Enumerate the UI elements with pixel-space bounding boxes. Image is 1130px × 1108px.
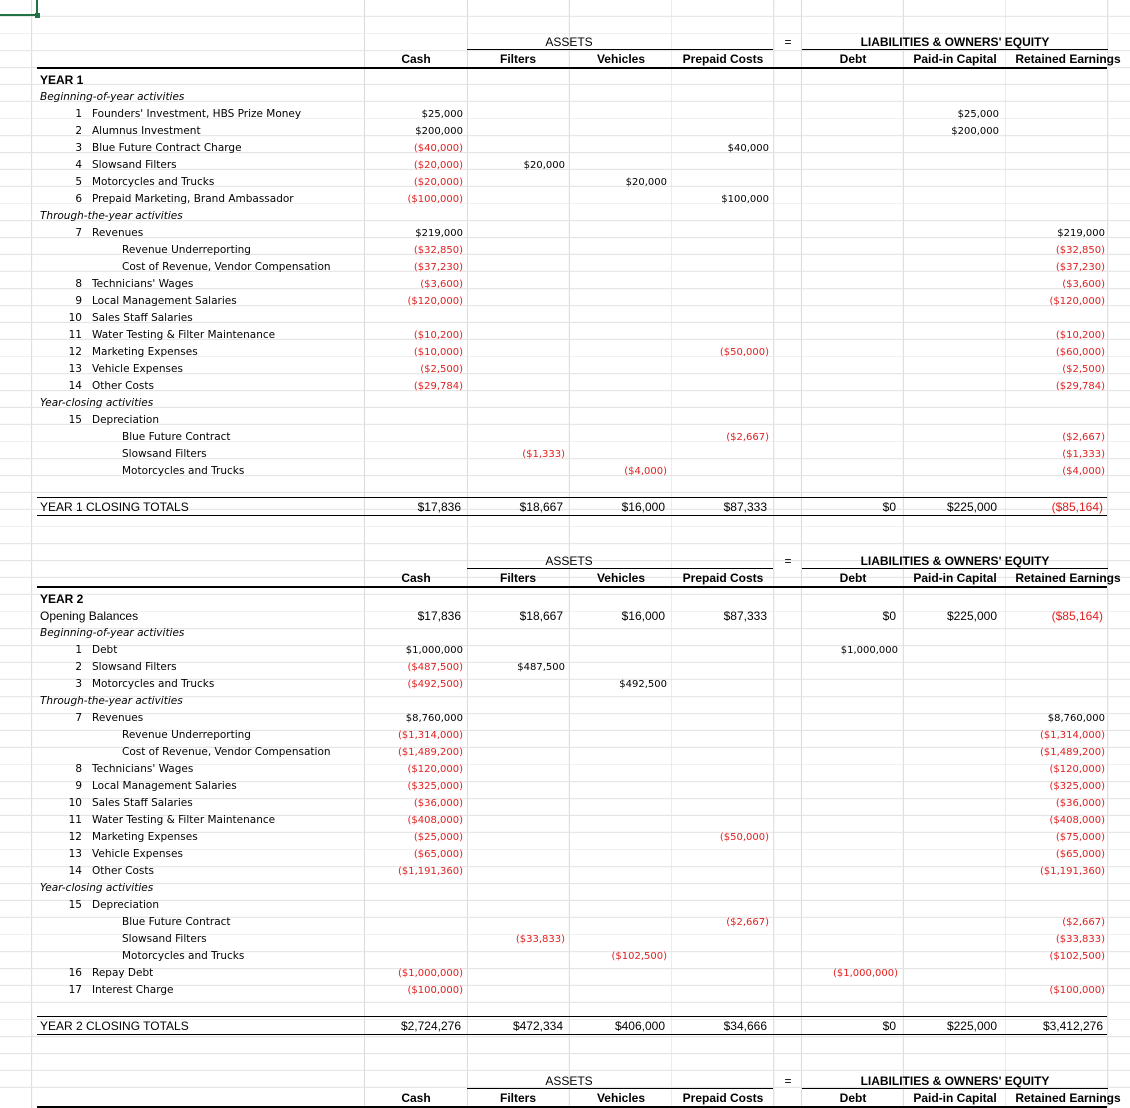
total-cell[interactable]: $16,000 <box>621 500 665 514</box>
total-cell[interactable]: $0 <box>882 609 896 623</box>
liabilities-equity-header: LIABILITIES & OWNERS' EQUITY <box>860 554 1050 568</box>
year1-row <box>0 463 1130 480</box>
year2-row <box>0 829 1130 846</box>
col-header-vehicles: Vehicles <box>596 571 646 585</box>
value-cell[interactable]: ($40,000) <box>413 143 463 154</box>
year1-through-section <box>0 208 1130 225</box>
col-header-cash: Cash <box>401 52 431 66</box>
year1-closing-totals-label: YEAR 1 CLOSING TOTALS <box>40 500 189 514</box>
value-cell[interactable]: ($20,000) <box>413 160 463 171</box>
total-cell[interactable]: $87,333 <box>723 500 767 514</box>
year1-row <box>0 276 1130 293</box>
row-number: 13 <box>68 848 82 860</box>
total-cell[interactable]: $406,000 <box>614 1019 665 1033</box>
row-label: Motorcycles and Trucks <box>92 176 215 188</box>
row-number: 14 <box>68 380 82 392</box>
year1-row <box>0 225 1130 242</box>
year2-row <box>0 710 1130 727</box>
year2-opening-balances-label: Opening Balances <box>40 609 139 623</box>
value-cell[interactable]: ($2,667) <box>726 432 769 443</box>
value-cell[interactable]: ($32,850) <box>1055 245 1105 256</box>
total-cell[interactable]: $16,000 <box>621 609 665 623</box>
equals-sign: = <box>784 35 792 49</box>
value-cell[interactable]: ($50,000) <box>719 832 769 843</box>
total-cell[interactable]: $472,334 <box>512 1019 563 1033</box>
year2-title <box>0 591 1130 608</box>
year2-closing-totals-label: YEAR 2 CLOSING TOTALS <box>40 1019 189 1033</box>
total-cell[interactable]: ($85,164) <box>1051 609 1103 623</box>
row-number: 3 <box>75 678 82 690</box>
row-number: 1 <box>75 108 82 120</box>
row-number: 12 <box>68 346 82 358</box>
col-header-filters: Filters <box>499 52 536 66</box>
year2-row <box>0 846 1130 863</box>
value-cell[interactable]: ($33,833) <box>515 934 565 945</box>
value-cell[interactable]: ($1,191,360) <box>397 866 463 877</box>
liabilities-underline <box>802 49 1108 50</box>
value-cell[interactable]: ($29,784) <box>1055 381 1105 392</box>
row-label: Other Costs <box>92 380 154 392</box>
year1-closing-totals-top-rule <box>37 497 1107 498</box>
value-cell[interactable]: ($20,000) <box>413 177 463 188</box>
total-cell[interactable]: $225,000 <box>946 609 997 623</box>
value-cell[interactable]: ($4,000) <box>1062 466 1105 477</box>
row-label: Prepaid Marketing, Brand Ambassador <box>92 193 294 205</box>
total-cell[interactable]: $17,836 <box>417 609 461 623</box>
value-cell[interactable]: ($100,000) <box>1049 985 1105 996</box>
value-cell[interactable]: ($120,000) <box>1049 296 1105 307</box>
row-label: Revenues <box>92 712 144 724</box>
row-number: 9 <box>75 295 82 307</box>
row-label: Slowsand Filters <box>92 159 177 171</box>
year2-row <box>0 676 1130 693</box>
row-label: Motorcycles and Trucks <box>92 678 215 690</box>
row-label: Revenue Underreporting <box>122 244 251 256</box>
value-cell[interactable]: $8,760,000 <box>405 713 463 724</box>
row-number: 9 <box>75 780 82 792</box>
value-cell[interactable]: ($100,000) <box>407 194 463 205</box>
year1-beginning-section-label: Beginning-of-year activities <box>40 91 185 103</box>
value-cell[interactable]: ($487,500) <box>407 662 463 673</box>
row-number: 4 <box>75 159 82 171</box>
col-header-retained-earnings: Retained Earnings <box>1015 52 1121 66</box>
row-label: Local Management Salaries <box>92 780 237 792</box>
row-number: 15 <box>68 899 82 911</box>
year1-through-section-label: Through-the-year activities <box>40 210 183 222</box>
row-number: 16 <box>68 967 82 979</box>
row-label: Slowsand Filters <box>92 661 177 673</box>
row-label: Motorcycles and Trucks <box>122 950 245 962</box>
row-label: Repay Debt <box>92 967 154 979</box>
assets-underline <box>467 568 773 569</box>
row-label: Blue Future Contract <box>122 916 231 928</box>
year1-row <box>0 157 1130 174</box>
row-label: Slowsand Filters <box>122 933 207 945</box>
year2-row <box>0 659 1130 676</box>
total-cell[interactable]: $34,666 <box>723 1019 767 1033</box>
row-label: Vehicle Expenses <box>92 363 183 375</box>
value-cell[interactable]: ($36,000) <box>1055 798 1105 809</box>
col-header-vehicles: Vehicles <box>596 1091 646 1105</box>
value-cell[interactable]: ($2,667) <box>1062 432 1105 443</box>
liabilities-underline <box>802 1088 1108 1089</box>
year2-row <box>0 812 1130 829</box>
value-cell[interactable]: $200,000 <box>951 126 999 137</box>
row-number: 10 <box>68 312 82 324</box>
col-header-cash: Cash <box>401 571 431 585</box>
value-cell[interactable]: ($3,600) <box>420 279 463 290</box>
year2-row <box>0 965 1130 982</box>
value-cell[interactable]: ($2,667) <box>726 917 769 928</box>
row-label: Debt <box>92 644 118 656</box>
row-label: Marketing Expenses <box>92 346 198 358</box>
value-cell[interactable]: ($100,000) <box>407 985 463 996</box>
year1-closing-section <box>0 395 1130 412</box>
value-cell[interactable]: $219,000 <box>415 228 463 239</box>
year1-title <box>0 72 1130 89</box>
year2-title-label: YEAR 2 <box>40 592 84 606</box>
year1-closing-totals-bottom-rule <box>37 515 1107 516</box>
col-header-paid-in-capital: Paid-in Capital <box>913 52 997 66</box>
assets-header: ASSETS <box>545 554 593 568</box>
total-cell[interactable]: $0 <box>882 500 896 514</box>
row-label: Other Costs <box>92 865 154 877</box>
row-label: Sales Staff Salaries <box>92 312 193 324</box>
col-header-vehicles: Vehicles <box>596 52 646 66</box>
year1-row <box>0 123 1130 140</box>
year1-row <box>0 310 1130 327</box>
row-label: Interest Charge <box>92 984 174 996</box>
row-label: Blue Future Contract Charge <box>92 142 242 154</box>
year1-row <box>0 106 1130 123</box>
value-cell[interactable]: ($37,230) <box>1055 262 1105 273</box>
row-number: 2 <box>75 661 82 673</box>
row-number: 2 <box>75 125 82 137</box>
row-label: Sales Staff Salaries <box>92 797 193 809</box>
value-cell[interactable]: $200,000 <box>415 126 463 137</box>
value-cell[interactable]: ($36,000) <box>413 798 463 809</box>
year2-through-section <box>0 693 1130 710</box>
year1-closing-section-label: Year-closing activities <box>40 397 154 409</box>
row-label: Revenues <box>92 227 144 239</box>
total-cell[interactable]: $3,412,276 <box>1042 1019 1103 1033</box>
value-cell[interactable]: ($10,200) <box>413 330 463 341</box>
value-cell[interactable]: $100,000 <box>721 194 769 205</box>
year1-row <box>0 361 1130 378</box>
col-header-debt: Debt <box>839 571 867 585</box>
value-cell[interactable]: ($10,000) <box>413 347 463 358</box>
row-label: Cost of Revenue, Vendor Compensation <box>122 746 331 758</box>
year1-row <box>0 378 1130 395</box>
row-number: 15 <box>68 414 82 426</box>
row-number: 7 <box>75 712 82 724</box>
header-bottom-rule <box>37 586 1107 588</box>
total-cell[interactable]: $87,333 <box>723 609 767 623</box>
col-header-prepaid-costs: Prepaid Costs <box>682 1091 764 1105</box>
year1-row <box>0 327 1130 344</box>
row-number: 13 <box>68 363 82 375</box>
value-cell[interactable]: ($60,000) <box>1055 347 1105 358</box>
year2-opening-balances <box>0 608 1130 625</box>
year1-row <box>0 191 1130 208</box>
year2-row <box>0 744 1130 761</box>
year2-row <box>0 795 1130 812</box>
active-cell-cursor[interactable] <box>0 0 38 16</box>
value-cell[interactable]: $219,000 <box>1057 228 1105 239</box>
year1-title-label: YEAR 1 <box>40 73 84 87</box>
year2-through-section-label: Through-the-year activities <box>40 695 183 707</box>
value-cell[interactable]: ($1,191,360) <box>1039 866 1105 877</box>
year1-row <box>0 344 1130 361</box>
value-cell[interactable]: ($102,500) <box>611 951 667 962</box>
row-number: 1 <box>75 644 82 656</box>
total-cell[interactable]: $2,724,276 <box>400 1019 461 1033</box>
row-label: Blue Future Contract <box>122 431 231 443</box>
value-cell[interactable]: ($1,333) <box>522 449 565 460</box>
year2-row <box>0 982 1130 999</box>
row-label: Marketing Expenses <box>92 831 198 843</box>
value-cell[interactable]: ($3,600) <box>1062 279 1105 290</box>
value-cell[interactable]: ($29,784) <box>413 381 463 392</box>
total-cell[interactable]: $18,667 <box>519 609 563 623</box>
year1-row <box>0 242 1130 259</box>
value-cell[interactable]: ($1,000,000) <box>832 968 898 979</box>
value-cell[interactable]: ($325,000) <box>1049 781 1105 792</box>
year1-row <box>0 412 1130 429</box>
value-cell[interactable]: ($120,000) <box>407 296 463 307</box>
year2-closing-totals-top-rule <box>37 1016 1107 1017</box>
col-header-retained-earnings: Retained Earnings <box>1015 571 1121 585</box>
year2-row <box>0 761 1130 778</box>
value-cell[interactable]: ($120,000) <box>1049 764 1105 775</box>
year1-row <box>0 140 1130 157</box>
row-number: 12 <box>68 831 82 843</box>
row-number: 6 <box>75 193 82 205</box>
row-label: Depreciation <box>92 414 159 426</box>
year1-beginning-section <box>0 89 1130 106</box>
row-label: Alumnus Investment <box>92 125 201 137</box>
fill-handle[interactable] <box>35 13 40 18</box>
value-cell[interactable]: ($408,000) <box>1049 815 1105 826</box>
header-bottom-rule <box>37 67 1107 69</box>
value-cell[interactable]: ($37,230) <box>413 262 463 273</box>
value-cell[interactable]: ($492,500) <box>407 679 463 690</box>
value-cell[interactable]: ($2,667) <box>1062 917 1105 928</box>
total-cell[interactable]: ($85,164) <box>1051 500 1103 514</box>
year2-beginning-section <box>0 625 1130 642</box>
row-number: 8 <box>75 763 82 775</box>
year1-row <box>0 259 1130 276</box>
row-number: 11 <box>68 814 82 826</box>
year1-closing-totals <box>0 499 1130 516</box>
value-cell[interactable]: ($2,500) <box>420 364 463 375</box>
value-cell[interactable]: $8,760,000 <box>1047 713 1105 724</box>
value-cell[interactable]: $25,000 <box>421 109 463 120</box>
total-cell[interactable]: $225,000 <box>946 1019 997 1033</box>
equals-sign: = <box>784 554 792 568</box>
value-cell[interactable]: ($65,000) <box>413 849 463 860</box>
col-header-prepaid-costs: Prepaid Costs <box>682 571 764 585</box>
row-label: Motorcycles and Trucks <box>122 465 245 477</box>
year2-row <box>0 863 1130 880</box>
value-cell[interactable]: ($1,489,200) <box>397 747 463 758</box>
year1-row <box>0 293 1130 310</box>
value-cell[interactable]: $20,000 <box>523 160 565 171</box>
row-label: Cost of Revenue, Vendor Compensation <box>122 261 331 273</box>
row-number: 10 <box>68 797 82 809</box>
value-cell[interactable]: ($25,000) <box>413 832 463 843</box>
value-cell[interactable]: ($32,850) <box>413 245 463 256</box>
value-cell[interactable]: $20,000 <box>625 177 667 188</box>
value-cell[interactable]: ($120,000) <box>407 764 463 775</box>
row-label: Technicians' Wages <box>92 278 194 290</box>
value-cell[interactable]: ($1,314,000) <box>1039 730 1105 741</box>
value-cell[interactable]: ($1,000,000) <box>397 968 463 979</box>
year1-row <box>0 429 1130 446</box>
value-cell[interactable]: $40,000 <box>727 143 769 154</box>
year2-closing-section-label: Year-closing activities <box>40 882 154 894</box>
row-number: 17 <box>68 984 82 996</box>
value-cell[interactable]: $487,500 <box>517 662 565 673</box>
total-cell[interactable]: $0 <box>882 1019 896 1033</box>
col-header-cash: Cash <box>401 1091 431 1105</box>
row-label: Water Testing & Filter Maintenance <box>92 814 276 826</box>
value-cell[interactable]: ($1,333) <box>1062 449 1105 460</box>
row-label: Founders' Investment, HBS Prize Money <box>92 108 302 120</box>
value-cell[interactable]: $492,500 <box>619 679 667 690</box>
row-number: 3 <box>75 142 82 154</box>
row-label: Water Testing & Filter Maintenance <box>92 329 276 341</box>
value-cell[interactable]: ($1,314,000) <box>397 730 463 741</box>
year1-row <box>0 174 1130 191</box>
year2-row <box>0 897 1130 914</box>
assets-underline <box>467 49 773 50</box>
assets-header: ASSETS <box>545 35 593 49</box>
col-header-debt: Debt <box>839 1091 867 1105</box>
total-cell[interactable]: $225,000 <box>946 500 997 514</box>
value-cell[interactable]: ($325,000) <box>407 781 463 792</box>
row-label: Technicians' Wages <box>92 763 194 775</box>
value-cell[interactable]: ($1,489,200) <box>1039 747 1105 758</box>
row-label: Local Management Salaries <box>92 295 237 307</box>
row-number: 14 <box>68 865 82 877</box>
col-header-prepaid-costs: Prepaid Costs <box>682 52 764 66</box>
value-cell[interactable]: ($408,000) <box>407 815 463 826</box>
col-header-filters: Filters <box>499 571 536 585</box>
row-number: 8 <box>75 278 82 290</box>
col-header-paid-in-capital: Paid-in Capital <box>913 571 997 585</box>
value-cell[interactable]: ($4,000) <box>624 466 667 477</box>
year2-row <box>0 778 1130 795</box>
value-cell[interactable]: ($2,500) <box>1062 364 1105 375</box>
assets-header: ASSETS <box>545 1074 593 1088</box>
col-header-debt: Debt <box>839 52 867 66</box>
year2-row <box>0 931 1130 948</box>
value-cell[interactable]: $1,000,000 <box>840 645 898 656</box>
row-number: 5 <box>75 176 82 188</box>
equals-sign: = <box>784 1074 792 1088</box>
col-header-filters: Filters <box>499 1091 536 1105</box>
total-cell[interactable]: $17,836 <box>417 500 461 514</box>
value-cell[interactable]: $1,000,000 <box>405 645 463 656</box>
year2-row <box>0 727 1130 744</box>
row-label: Depreciation <box>92 899 159 911</box>
year2-row <box>0 914 1130 931</box>
value-cell[interactable]: ($33,833) <box>1055 934 1105 945</box>
year2-closing-section <box>0 880 1130 897</box>
total-cell[interactable]: $18,667 <box>519 500 563 514</box>
year1-row <box>0 446 1130 463</box>
row-label: Vehicle Expenses <box>92 848 183 860</box>
value-cell[interactable]: ($50,000) <box>719 347 769 358</box>
liabilities-equity-header: LIABILITIES & OWNERS' EQUITY <box>860 1074 1050 1088</box>
year2-closing-totals-bottom-rule <box>37 1034 1107 1035</box>
liabilities-equity-header: LIABILITIES & OWNERS' EQUITY <box>860 35 1050 49</box>
year2-closing-totals <box>0 1018 1130 1035</box>
liabilities-underline <box>802 568 1108 569</box>
value-cell[interactable]: $25,000 <box>957 109 999 120</box>
row-label: Slowsand Filters <box>122 448 207 460</box>
value-cell[interactable]: ($75,000) <box>1055 832 1105 843</box>
assets-underline <box>467 1088 773 1089</box>
year2-beginning-section-label: Beginning-of-year activities <box>40 627 185 639</box>
value-cell[interactable]: ($102,500) <box>1049 951 1105 962</box>
col-header-paid-in-capital: Paid-in Capital <box>913 1091 997 1105</box>
year2-row <box>0 642 1130 659</box>
row-number: 7 <box>75 227 82 239</box>
value-cell[interactable]: ($10,200) <box>1055 330 1105 341</box>
row-label: Revenue Underreporting <box>122 729 251 741</box>
col-header-retained-earnings: Retained Earnings <box>1015 1091 1121 1105</box>
row-number: 11 <box>68 329 82 341</box>
year2-row <box>0 948 1130 965</box>
value-cell[interactable]: ($65,000) <box>1055 849 1105 860</box>
